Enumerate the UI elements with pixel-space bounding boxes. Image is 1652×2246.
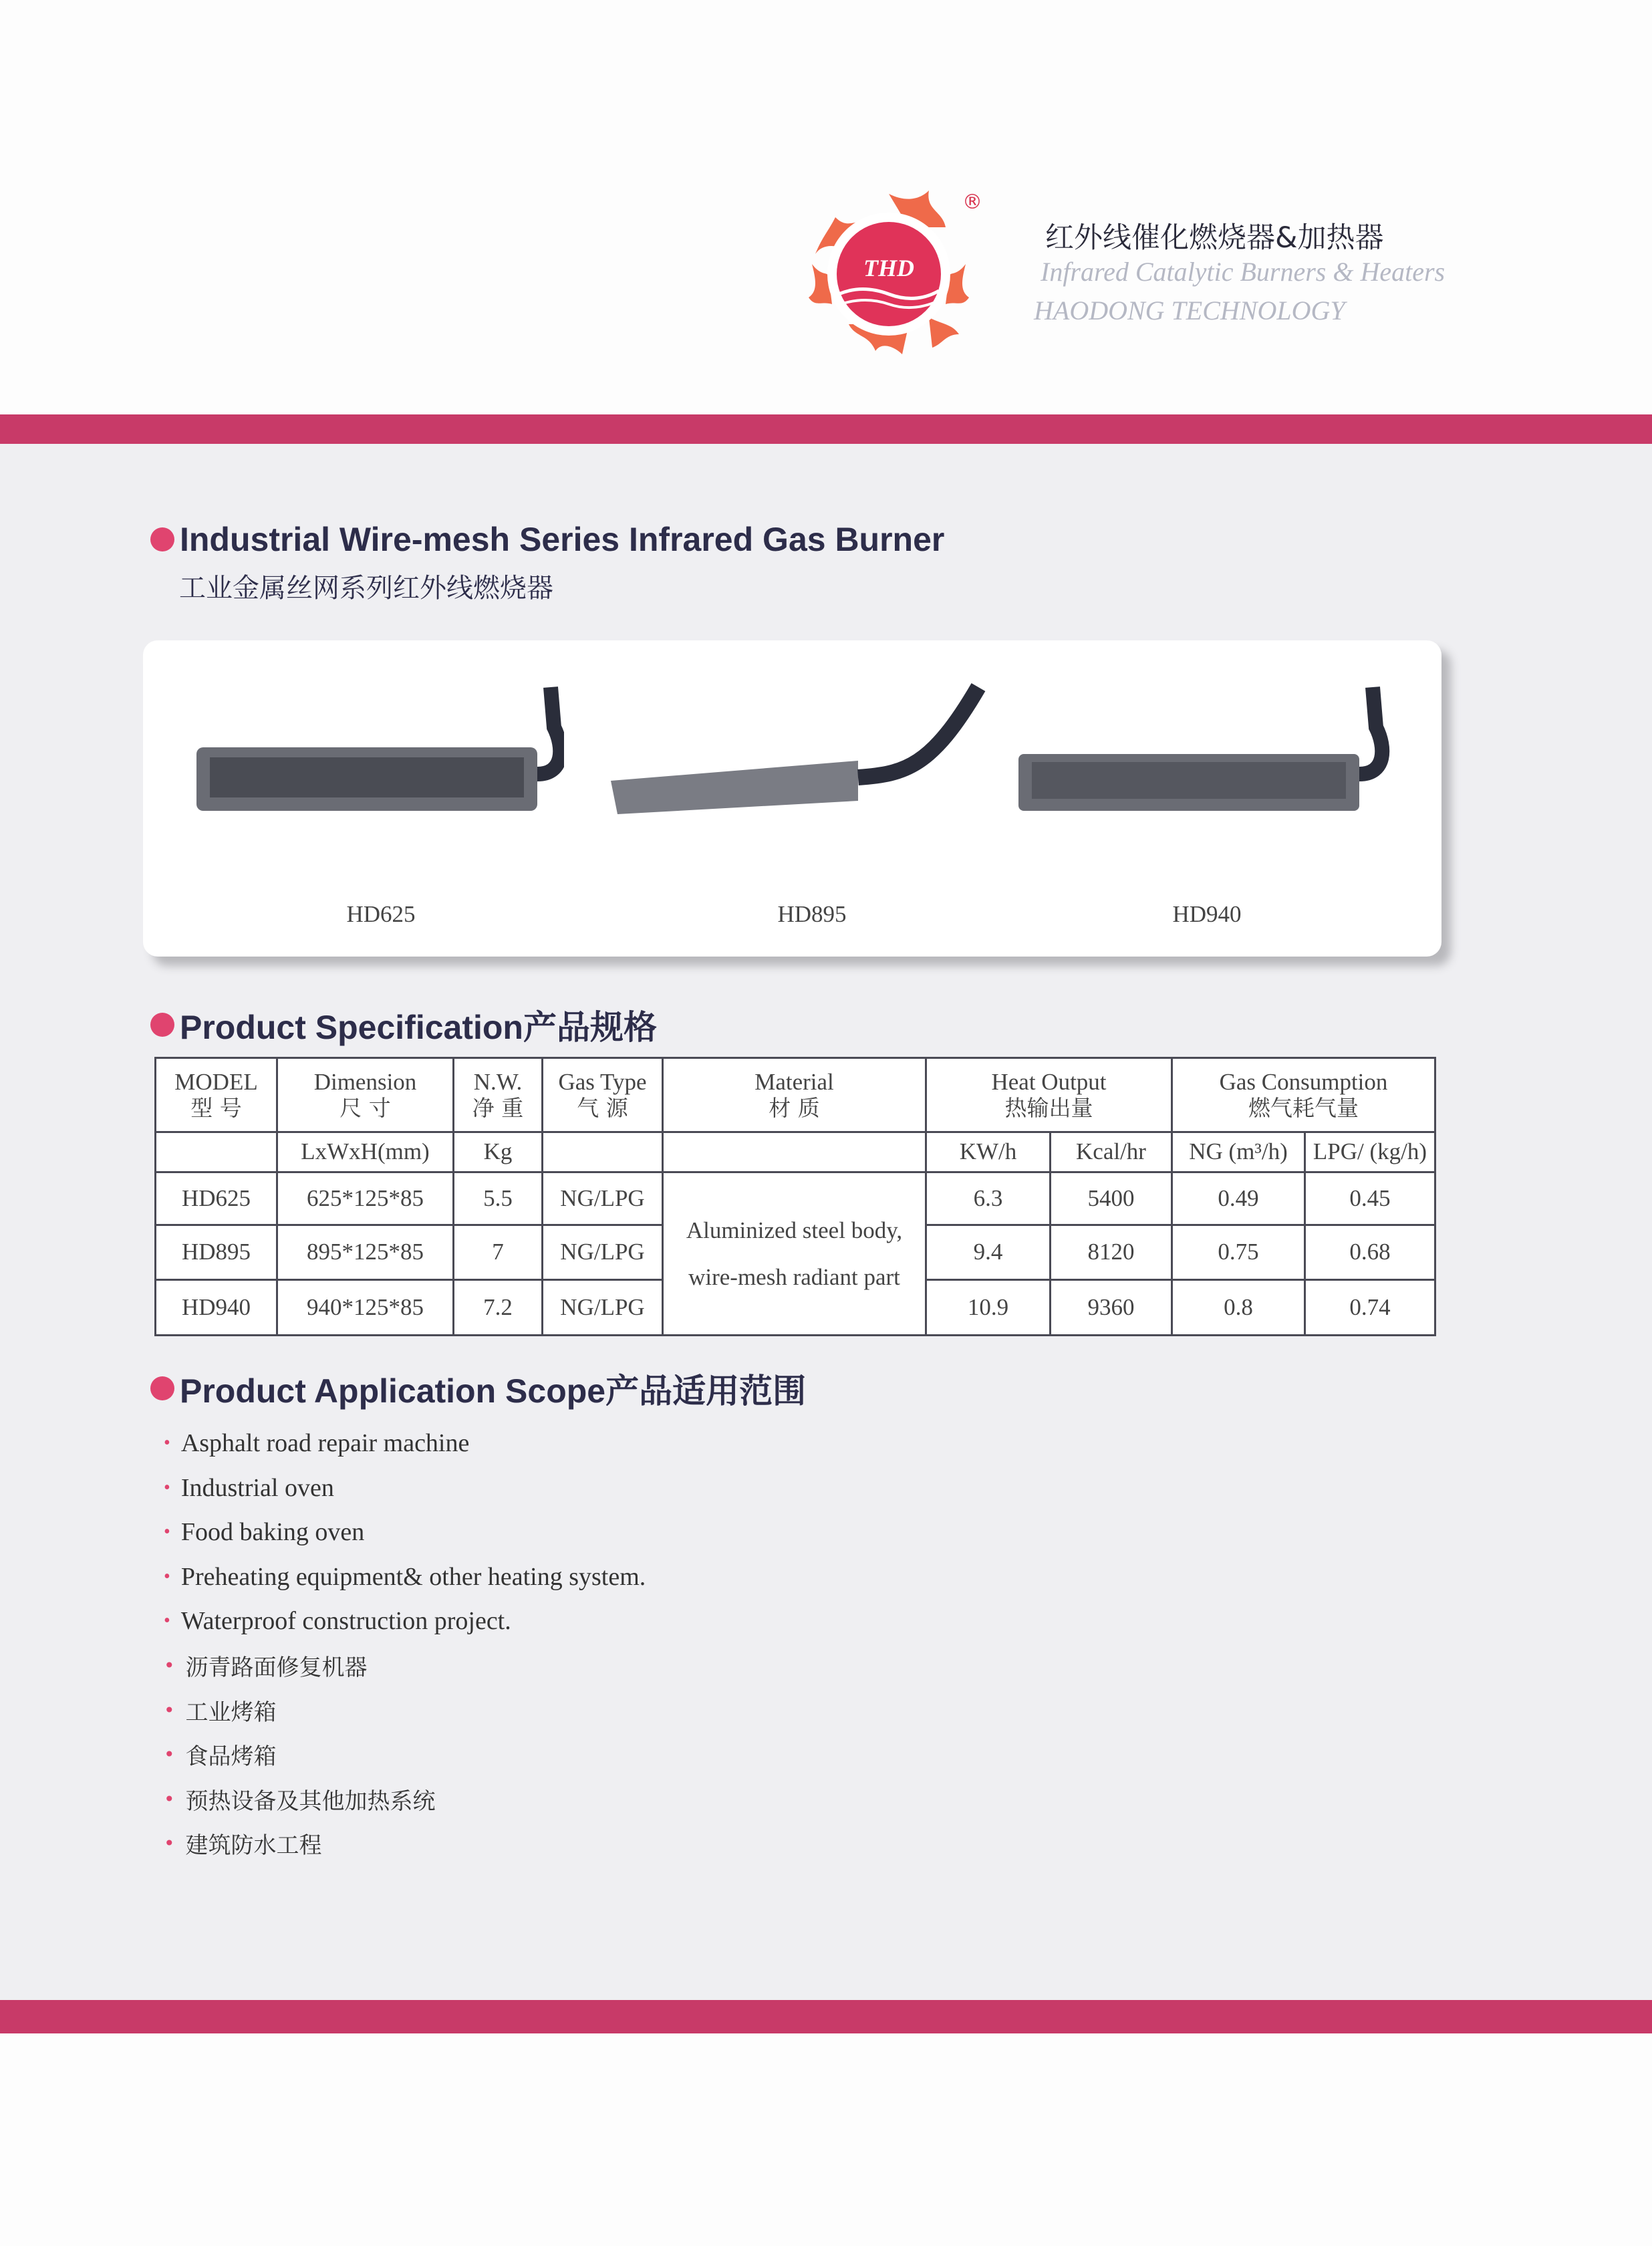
burner-image-hd625 [190, 680, 564, 828]
bullet-icon [150, 1013, 174, 1037]
table-cell: 5400 [1051, 1172, 1172, 1225]
header-gas-type: Gas Type 气 源 [543, 1058, 663, 1132]
top-band [0, 414, 1652, 444]
brand-title-cn: 红外线催化燃烧器&加热器 [1045, 221, 1384, 255]
header-material: Material 材 质 [663, 1058, 926, 1132]
product-image-card [143, 640, 1441, 957]
section-title-application [150, 1364, 806, 1412]
section-title-burner [150, 520, 944, 559]
thd-logo [809, 191, 969, 354]
section-title-spec [150, 1001, 657, 1049]
table-header-row [156, 1058, 1435, 1132]
table-cell: 8120 [1051, 1225, 1172, 1280]
list-item: • Industrial oven [164, 1473, 334, 1502]
table-cell: 0.75 [1172, 1225, 1305, 1280]
list-item: • 工业烤箱 [164, 1699, 277, 1726]
list-item: • Asphalt road repair machine [164, 1429, 470, 1458]
table-cell: 5.5 [454, 1172, 543, 1225]
table-cell: 0.8 [1172, 1280, 1305, 1336]
product-label: HD625 [346, 901, 416, 927]
table-cell: HD895 [156, 1225, 277, 1280]
company-name: HAODONG TECHNOLOGY [1034, 295, 1345, 326]
table-cell: NG/LPG [543, 1225, 663, 1280]
table-cell: HD625 [156, 1172, 277, 1225]
header-dimension: Dimension 尺 寸 [277, 1058, 454, 1132]
bullet-icon [150, 527, 174, 551]
table-cell: 0.74 [1305, 1280, 1435, 1336]
table-cell: 625*125*85 [277, 1172, 454, 1225]
table-row [156, 1172, 1435, 1225]
list-item: • 食品烤箱 [164, 1743, 277, 1771]
list-item: • Waterproof construction project. [164, 1607, 511, 1636]
table-cell: HD940 [156, 1280, 277, 1336]
section-subtitle-cn: 工业金属丝网系列红外线燃烧器 [179, 573, 553, 604]
table-cell: 9360 [1051, 1280, 1172, 1336]
brand-title-en: Infrared Catalytic Burners & Heaters [1041, 257, 1446, 287]
list-item: • 沥青路面修复机器 [164, 1654, 368, 1682]
unit-lpg: LPG/ (kg/h) [1305, 1132, 1435, 1172]
section-title-text: Industrial Wire-mesh Series Infrared Gas Burner [180, 521, 945, 558]
unit-nw: Kg [454, 1132, 543, 1172]
table-cell [663, 1132, 926, 1172]
table-cell: 7 [454, 1225, 543, 1280]
table-cell: 0.49 [1172, 1172, 1305, 1225]
unit-kw: KW/h [926, 1132, 1051, 1172]
header-gas-consumption: Gas Consumption 燃气耗气量 [1172, 1058, 1435, 1132]
spec-table [154, 1057, 1436, 1336]
bottom-band [0, 2000, 1652, 2033]
unit-kcal: Kcal/hr [1051, 1132, 1172, 1172]
list-item: • Food baking oven [164, 1518, 365, 1547]
table-cell: 7.2 [454, 1280, 543, 1336]
registered-mark: ® [962, 191, 982, 214]
table-units-row [156, 1132, 1435, 1172]
table-cell: 6.3 [926, 1172, 1051, 1225]
table-cell: NG/LPG [543, 1172, 663, 1225]
product-label: HD940 [1172, 901, 1242, 927]
section-title-text: Product Application Scope产品适用范围 [180, 1372, 807, 1410]
list-item: • 预热设备及其他加热系统 [164, 1787, 436, 1815]
product-label: HD895 [777, 901, 847, 927]
table-cell: 10.9 [926, 1280, 1051, 1336]
header-heat-output: Heat Output 热输出量 [926, 1058, 1172, 1132]
table-cell [543, 1132, 663, 1172]
bullet-icon [150, 1376, 174, 1400]
table-cell: 9.4 [926, 1225, 1051, 1280]
burner-image-hd940 [1012, 680, 1413, 828]
header-nw: N.W. 净 重 [454, 1058, 543, 1132]
application-list [164, 1421, 646, 1866]
table-cell: 0.68 [1305, 1225, 1435, 1280]
list-item: • Preheating equipment& other heating system. [164, 1562, 646, 1591]
unit-dimension: LxWxH(mm) [277, 1132, 454, 1172]
unit-ng: NG (m³/h) [1172, 1132, 1305, 1172]
table-cell: NG/LPG [543, 1280, 663, 1336]
section-title-text: Product Specification产品规格 [180, 1009, 657, 1046]
logo-text: THD [863, 255, 914, 281]
table-cell [156, 1132, 277, 1172]
header-model: MODEL 型 号 [156, 1058, 277, 1132]
list-item: • 建筑防水工程 [164, 1832, 322, 1860]
table-cell: 0.45 [1305, 1172, 1435, 1225]
burner-image-hd895 [604, 680, 1018, 828]
table-cell: 895*125*85 [277, 1225, 454, 1280]
table-cell: 940*125*85 [277, 1280, 454, 1336]
material-cell: Aluminized steel body, wire-mesh radiant part [663, 1172, 926, 1336]
